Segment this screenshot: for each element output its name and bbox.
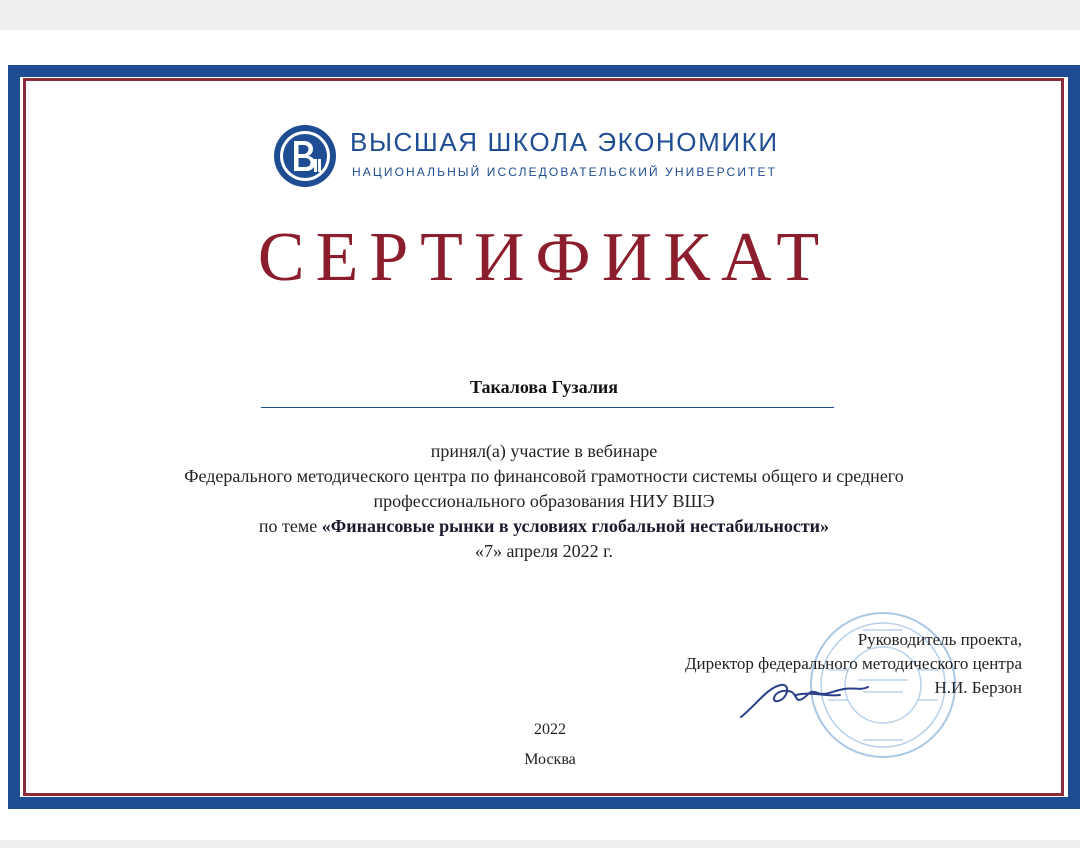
certificate-title: СЕРТИФИКАТ xyxy=(257,219,831,296)
certificate-body xyxy=(8,439,1080,564)
signatory-role: Руководитель проекта, xyxy=(857,630,1022,649)
body-line-topic xyxy=(8,514,1080,539)
top-margin-strip xyxy=(0,0,1080,30)
issue-city: Москва xyxy=(524,751,576,768)
issue-year: 2022 xyxy=(534,721,566,738)
body-line-organizer: Федерального методического центра по финансовой грамотности системы общего и среднего xyxy=(184,466,904,486)
logo-title: ВЫСШАЯ ШКОЛА ЭКОНОМИКИ xyxy=(350,127,779,157)
hse-logo xyxy=(272,123,832,193)
topic-title: «Финансовые рынки в условиях глобальной нестабильности» xyxy=(321,516,830,536)
signatory-position: Директор федерального методического центра xyxy=(684,654,1022,673)
hse-emblem-icon xyxy=(272,123,342,193)
recipient-underline xyxy=(261,407,834,408)
bottom-margin-strip xyxy=(0,840,1080,848)
certificate xyxy=(8,65,1080,809)
signatory-block xyxy=(685,628,1022,700)
body-line-date: «7» апреля 2022 г. xyxy=(475,541,613,561)
topic-prefix: по теме xyxy=(258,516,322,536)
signatory-name: Н.И. Берзон xyxy=(934,678,1022,697)
body-line-participation: принял(а) участие в вебинаре xyxy=(430,441,658,461)
body-line-organizer-cont: профессионального образования НИУ ВШЭ xyxy=(373,491,715,511)
recipient-name: Такалова Гузалия xyxy=(469,377,619,397)
logo-subtitle: НАЦИОНАЛЬНЫЙ ИССЛЕДОВАТЕЛЬСКИЙ УНИВЕРСИТЕТ xyxy=(352,165,778,179)
